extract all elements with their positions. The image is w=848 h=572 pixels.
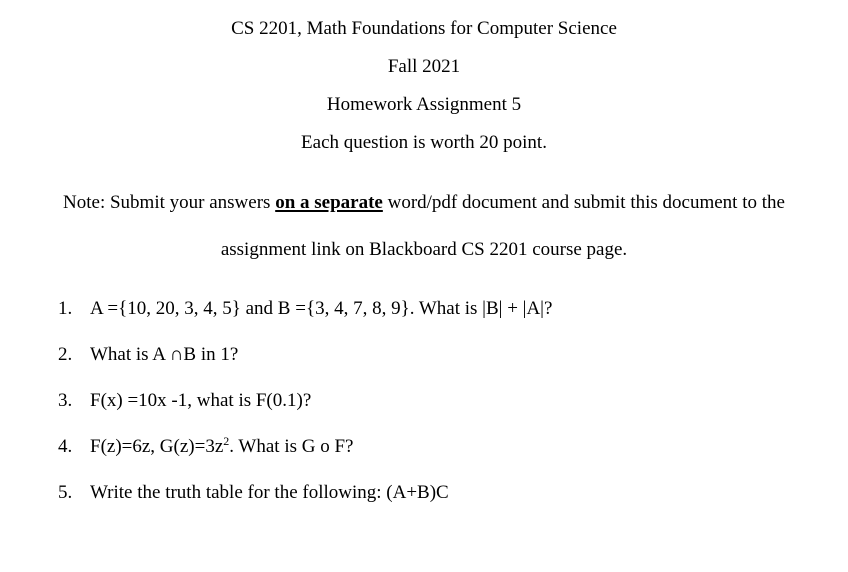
question-text-before: F(z)=6z, G(z)=3z [90, 436, 224, 457]
question-3 [58, 390, 311, 412]
note-prefix: Note: Submit your answers [63, 192, 276, 213]
submission-note-line2: assignment link on Blackboard CS 2201 course page. [220, 239, 628, 260]
question-text: F(x) =10x -1, what is F(0.1)? [90, 390, 312, 411]
question-text-after: . What is G o F? [229, 436, 354, 457]
question-number: 2. [58, 344, 73, 365]
question-1 [58, 298, 552, 320]
question-text: A ={10, 20, 3, 4, 5} and B ={3, 4, 7, 8, 9}. What is |B| + |A|? [90, 298, 553, 319]
question-number: 3. [58, 390, 73, 411]
superscript-exponent: 2 [223, 434, 230, 448]
question-number: 1. [58, 298, 73, 319]
question-2 [58, 344, 238, 366]
submission-note [0, 192, 848, 214]
question-5 [58, 482, 449, 504]
question-number: 4. [58, 436, 73, 457]
points-note: Each question is worth 20 point. [301, 132, 547, 153]
question-text: Write the truth table for the following: (A+B)C [90, 482, 449, 503]
course-title: CS 2201, Math Foundations for Computer Science [231, 18, 617, 39]
term-label: Fall 2021 [387, 56, 461, 77]
question-4 [58, 436, 353, 458]
note-suffix: word/pdf document and submit this document to the [382, 192, 785, 213]
question-text: What is A ∩B in 1? [90, 344, 239, 365]
question-number: 5. [58, 482, 73, 503]
assignment-title: Homework Assignment 5 [326, 94, 522, 115]
note-emphasis: on a separate [275, 192, 383, 213]
